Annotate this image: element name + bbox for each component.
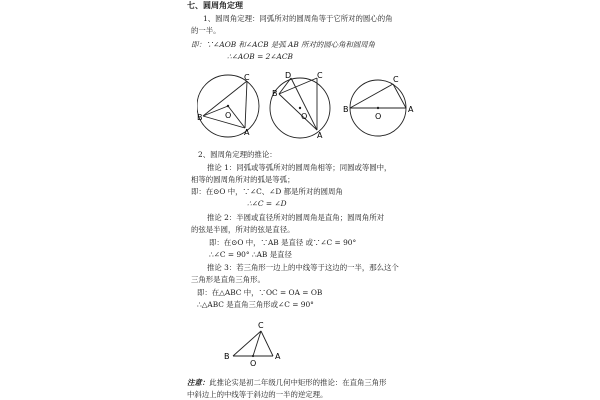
fig1-label-a: A <box>244 128 250 137</box>
fig1-label-c: C <box>244 73 250 82</box>
fig3-label-o: O <box>375 112 382 121</box>
fig3-label-a: A <box>408 105 414 114</box>
note-label: 注意： <box>187 378 210 387</box>
corollary2-line-2: 的弦是半圆，所对的弦是直径。 <box>191 225 295 234</box>
corollary3-line-3: 即：在△ABC 中，∵OC = OA = OB <box>197 288 323 297</box>
theorem-line-2: 的一半。 <box>191 26 221 35</box>
corollary1-line-4: ∴∠C = ∠D <box>247 199 287 208</box>
fig1-label-b: B <box>197 113 203 122</box>
fig2-label-a: A <box>317 131 323 140</box>
fig2-label-c: C <box>317 72 323 80</box>
fig2-label-o: O <box>301 112 308 121</box>
note-line-2: 中斜边上的中线等于斜边的一半的逆定理。 <box>187 390 328 399</box>
corollary2-line-3: 即：在⊙O 中，∵AB 是直径 或∵∠C = 90° <box>209 238 357 247</box>
corollaries-title: 2、圆周角定理的推论： <box>198 150 277 159</box>
corollary2-line-4: ∴∠C = 90° ∴AB 是直径 <box>209 250 292 259</box>
tri-label-c: C <box>258 321 264 330</box>
fig2-label-d: D <box>285 72 292 80</box>
fig1-label-o: O <box>225 111 232 120</box>
corollary3-line-1: 推论 3：若三角形一边上的中线等于这边的一半，那么这个 <box>207 263 399 272</box>
theorem-line-4: ∴∠AOB = 2∠ACB <box>227 52 293 61</box>
corollary1-line-3: 即：在⊙O 中，∵∠C、∠D 都是所对的圆周角 <box>191 187 343 196</box>
corollary2-line-1: 推论 2：半圆或直径所对的圆周角是直角；圆周角所对 <box>207 213 385 222</box>
corollary1-line-1: 推论 1：同弧或等弧所对的圆周角相等；同圆或等圆中， <box>207 163 392 172</box>
fig3-label-c: C <box>393 75 399 84</box>
section-heading: 七、圆周角定理 <box>187 0 243 10</box>
theorem-line-3: 即：∵∠AOB 和∠ACB 是弧 AB 所对的圆心角和圆周角 <box>191 40 376 49</box>
tri-label-a: A <box>275 352 281 361</box>
theorem-line-1: 1、圆周角定理：同弧所对的圆周角等于它所对的圆心的角 <box>203 14 393 23</box>
circle-figures <box>197 72 417 142</box>
corollary3-line-2: 三角形是直角三角形。 <box>191 275 265 284</box>
tri-label-o: O <box>250 359 257 368</box>
note-line-1 <box>187 378 387 387</box>
document-page <box>185 0 414 400</box>
fig2-label-b: B <box>272 89 278 98</box>
tri-label-b: B <box>224 352 230 361</box>
note-text-1: 此推论实是初二年级几何中矩形的推论：在直角三角形 <box>209 378 387 387</box>
corollary1-line-2: 相等的圆周角所对的弧是等弧； <box>191 175 295 184</box>
fig3-label-b: B <box>343 105 349 114</box>
corollary3-line-4: ∴△ABC 是直角三角形或∠C = 90° <box>197 300 314 309</box>
triangle-figure <box>223 318 293 368</box>
